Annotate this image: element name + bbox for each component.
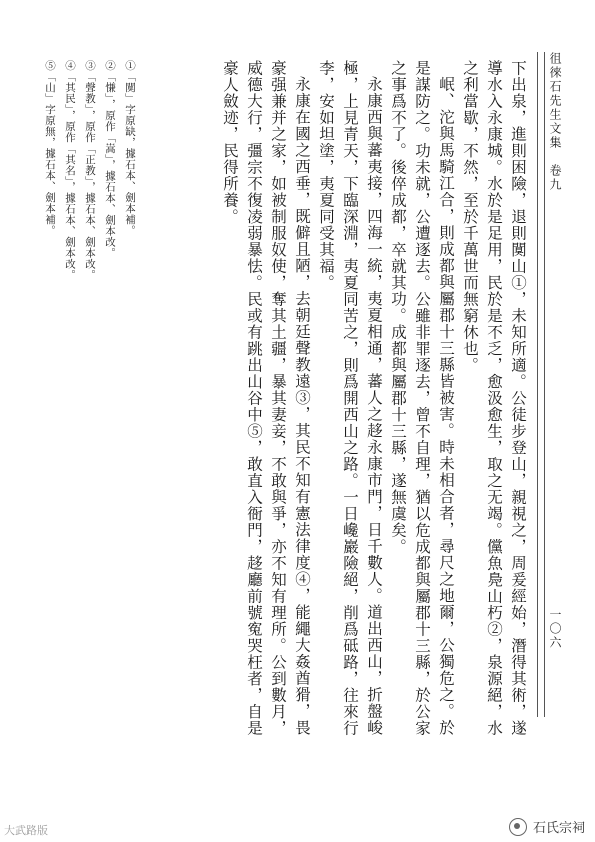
footnotes — [40, 60, 140, 760]
watermark-right — [509, 817, 585, 836]
footnote: ②「慊」，原作「嵩」，據石本、劍本改。 — [104, 60, 116, 259]
watermark-left: 大武路版 — [4, 824, 48, 837]
footnote: ④「其民」，原作「其名」，據石本、劍本改。 — [64, 60, 76, 281]
paragraph: 下出泉，進則困險，退則闃山①，未知所適。公徒步登山，親視之，周爰經始，潛得其術，遂導水入永康城。水於是足用，民於是不乏，愈汲愈生，取之无竭。儻魚鳧山朽②，泉源絕，水之利當歇，不然，至於千萬世而無窮休也。 — [461, 60, 527, 737]
watermark-right-label: 石氏宗祠 — [532, 821, 585, 836]
header-rule-inner — [537, 52, 538, 717]
footnote: ①「闃」字原缺，據石本、劍本補。 — [124, 60, 136, 236]
paragraph: 岷、沱與馬騎江合，則成都與屬郡十三縣皆被害。時未相合者，尋尺之地爾，公獨危之。於是謀防之。功未就，公遭逐去。公雖非罪逐去，曾不自理，猶以危成都與屬郡十三縣，於公家之事爲不了。後倅成都，卒就其功。成都與屬郡十三縣，遂無虞矣。 — [389, 60, 455, 737]
paragraph: 永康在國之西垂，既僻且陋，去朝廷聲教遠③，其民不知有憲法律度④，能繩大姦酋猾，畏豪强兼并之家，如被制服奴使，奪其土疆，暴其妻妾，不敢與爭，亦不知有理所。公到數月，威德大行，彊宗不復凌弱暴怯。民或有跳出山谷中⑤，敢直入衙門，趍廳前號寃哭枉者，自是豪人斂迹，民得所養。 — [221, 60, 311, 737]
page-number: 一〇六 — [548, 608, 562, 650]
footnote: ⑤「山」字原無，據石本、劍本補。 — [44, 60, 56, 236]
header-rule-outer — [544, 52, 545, 717]
paragraph: 永康西與蕃夷接，四海一統，夷夏相通，蕃人之趍永康市門，日千數人。道出西山，折盤峻極，上見青天，下臨深淵，夷夏同苦之，則爲開西山之路。一日巉巖險絕，削爲砥路，往來行李，安如坦塗，夷夏同受其福。 — [317, 60, 383, 737]
body-text — [110, 60, 530, 750]
footnote: ③「聲教」，原作「正教」，據石本、劍本改。 — [84, 60, 96, 281]
running-head: 徂徠石先生文集 卷九 — [548, 52, 562, 192]
wechat-channel-icon — [509, 818, 527, 836]
